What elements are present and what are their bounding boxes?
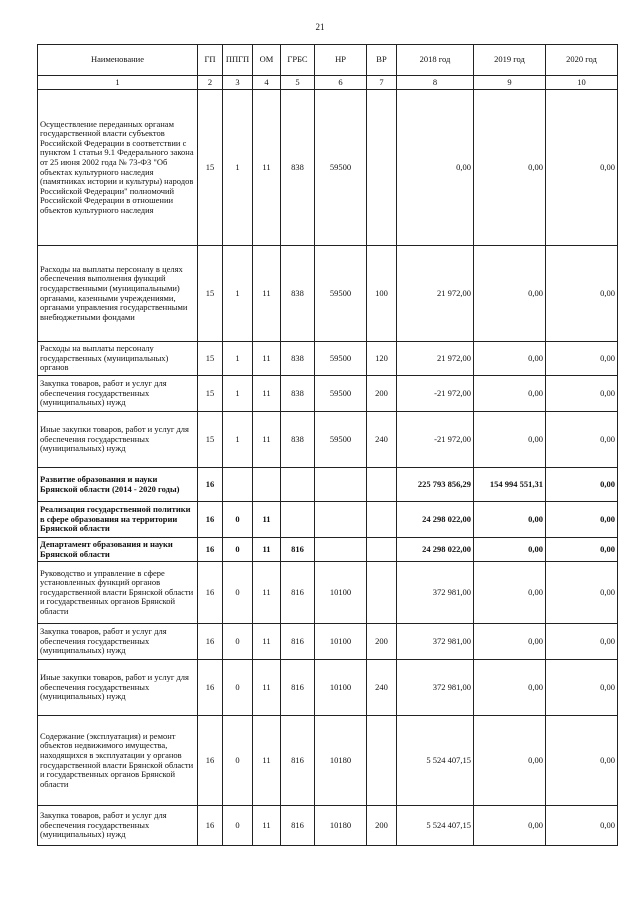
row-gp: 15 (198, 342, 223, 376)
page-number: 21 (315, 22, 325, 32)
row-2018-amount: 21 972,00 (397, 246, 474, 342)
row-2019-amount: 0,00 (474, 538, 546, 562)
table-row (38, 716, 618, 806)
row-grbs: 816 (281, 806, 315, 846)
row-2020-amount: 0,00 (546, 806, 618, 846)
row-om (253, 468, 281, 502)
row-grbs: 838 (281, 90, 315, 246)
row-2018-amount: 225 793 856,29 (397, 468, 474, 502)
row-2019-amount: 0,00 (474, 660, 546, 716)
row-2018-amount: 0,00 (397, 90, 474, 246)
table-row (38, 342, 618, 376)
row-name: Осуществление переданных органам государственной власти субъектов Российской Федерации в соответствии с пунктом 1 статьи 9.1 Федерального закона от 25 июня 2002 года № 73-ФЗ "Об объектах культурного наследия (памятниках истории и культуры) народов Российской Федерации" полномочий Российской Федерации в отношении объектов культурного наследия (38, 90, 198, 246)
row-nr: 10100 (315, 660, 367, 716)
row-nr: 59500 (315, 246, 367, 342)
table-row (38, 246, 618, 342)
row-name: Закупка товаров, работ и услуг для обеспечения государственных (муниципальных) нужд (38, 806, 198, 846)
ppgp-header: ППГП (223, 45, 253, 76)
row-gp: 15 (198, 376, 223, 412)
row-vr: 120 (367, 342, 397, 376)
row-ppgp: 1 (223, 342, 253, 376)
row-2018-amount: -21 972,00 (397, 412, 474, 468)
row-name: Расходы на выплаты персоналу в целях обеспечения выполнения функций государственными (муниципальными) органами, казенными учреждениями, органами управления государственными внебюджетными фондами (38, 246, 198, 342)
table-body (38, 90, 618, 846)
row-nr: 59500 (315, 376, 367, 412)
grbs-header: ГРБС (281, 45, 315, 76)
row-2020-amount: 0,00 (546, 660, 618, 716)
name-header: Наименование (38, 45, 198, 76)
table-row (38, 806, 618, 846)
row-grbs: 838 (281, 342, 315, 376)
row-2020-amount: 0,00 (546, 538, 618, 562)
table-row (38, 502, 618, 538)
row-2020-amount: 0,00 (546, 624, 618, 660)
row-gp: 16 (198, 468, 223, 502)
row-nr: 59500 (315, 90, 367, 246)
row-om: 11 (253, 502, 281, 538)
row-ppgp: 1 (223, 90, 253, 246)
year-2019-header: 2019 год (474, 45, 546, 76)
row-ppgp: 1 (223, 376, 253, 412)
row-2020-amount: 0,00 (546, 90, 618, 246)
row-2018-amount: 5 524 407,15 (397, 716, 474, 806)
row-2020-amount: 0,00 (546, 716, 618, 806)
row-nr: 10180 (315, 806, 367, 846)
row-nr: 10100 (315, 562, 367, 624)
column-number: 9 (474, 76, 546, 90)
row-2020-amount: 0,00 (546, 562, 618, 624)
row-grbs: 838 (281, 376, 315, 412)
column-number: 6 (315, 76, 367, 90)
year-2020-header: 2020 год (546, 45, 618, 76)
row-ppgp: 1 (223, 412, 253, 468)
row-ppgp: 0 (223, 660, 253, 716)
row-gp: 15 (198, 412, 223, 468)
table-row (38, 624, 618, 660)
row-nr (315, 538, 367, 562)
table-row (38, 538, 618, 562)
row-nr: 59500 (315, 342, 367, 376)
row-vr: 240 (367, 660, 397, 716)
column-number: 5 (281, 76, 315, 90)
column-number: 7 (367, 76, 397, 90)
row-ppgp: 0 (223, 562, 253, 624)
row-gp: 16 (198, 624, 223, 660)
row-name: Реализация государственной политики в сфере образования на территории Брянской области (38, 502, 198, 538)
column-number: 3 (223, 76, 253, 90)
table-row (38, 90, 618, 246)
row-2019-amount: 0,00 (474, 562, 546, 624)
table-row (38, 562, 618, 624)
row-2018-amount: 24 298 022,00 (397, 538, 474, 562)
row-2019-amount: 0,00 (474, 90, 546, 246)
row-ppgp: 0 (223, 806, 253, 846)
row-gp: 16 (198, 660, 223, 716)
nr-header: НР (315, 45, 367, 76)
row-gp: 15 (198, 246, 223, 342)
row-2019-amount: 0,00 (474, 246, 546, 342)
row-gp: 15 (198, 90, 223, 246)
row-2018-amount: 372 981,00 (397, 624, 474, 660)
row-2018-amount: 24 298 022,00 (397, 502, 474, 538)
column-number: 4 (253, 76, 281, 90)
row-2020-amount: 0,00 (546, 342, 618, 376)
column-number: 1 (38, 76, 198, 90)
row-ppgp: 0 (223, 624, 253, 660)
row-name: Закупка товаров, работ и услуг для обеспечения государственных (муниципальных) нужд (38, 624, 198, 660)
row-vr (367, 502, 397, 538)
year-2018-header: 2018 год (397, 45, 474, 76)
row-gp: 16 (198, 538, 223, 562)
row-vr: 200 (367, 806, 397, 846)
row-name: Руководство и управление в сфере установленных функций органов государственной власти Брянской области и государственных органов Брянской области (38, 562, 198, 624)
row-ppgp: 1 (223, 246, 253, 342)
row-nr: 59500 (315, 412, 367, 468)
row-om: 11 (253, 90, 281, 246)
row-vr: 200 (367, 376, 397, 412)
row-grbs: 838 (281, 246, 315, 342)
row-nr: 10100 (315, 624, 367, 660)
row-nr: 10180 (315, 716, 367, 806)
row-name: Содержание (эксплуатация) и ремонт объектов недвижимого имущества, находящихся в эксплуатации у органов государственной власти Брянской области и государственных органов Брянской области (38, 716, 198, 806)
row-2019-amount: 0,00 (474, 806, 546, 846)
row-vr: 100 (367, 246, 397, 342)
row-om: 11 (253, 624, 281, 660)
column-number: 8 (397, 76, 474, 90)
row-2018-amount: 372 981,00 (397, 660, 474, 716)
row-vr (367, 538, 397, 562)
row-2020-amount: 0,00 (546, 246, 618, 342)
row-name: Иные закупки товаров, работ и услуг для обеспечения государственных (муниципальных) нужд (38, 412, 198, 468)
row-gp: 16 (198, 806, 223, 846)
row-2018-amount: -21 972,00 (397, 376, 474, 412)
row-2020-amount: 0,00 (546, 502, 618, 538)
row-2018-amount: 21 972,00 (397, 342, 474, 376)
row-2019-amount: 0,00 (474, 502, 546, 538)
row-2018-amount: 372 981,00 (397, 562, 474, 624)
row-name: Расходы на выплаты персоналу государственных (муниципальных) органов (38, 342, 198, 376)
row-nr (315, 502, 367, 538)
row-om: 11 (253, 562, 281, 624)
table-row (38, 376, 618, 412)
table-row (38, 468, 618, 502)
row-om: 11 (253, 538, 281, 562)
row-vr: 240 (367, 412, 397, 468)
row-om: 11 (253, 660, 281, 716)
row-grbs: 838 (281, 412, 315, 468)
row-name: Закупка товаров, работ и услуг для обеспечения государственных (муниципальных) нужд (38, 376, 198, 412)
budget-table (37, 44, 618, 846)
table-header-row (38, 45, 618, 76)
row-vr (367, 716, 397, 806)
row-2019-amount: 154 994 551,31 (474, 468, 546, 502)
row-om: 11 (253, 376, 281, 412)
om-header: ОМ (253, 45, 281, 76)
row-vr (367, 468, 397, 502)
gp-header: ГП (198, 45, 223, 76)
row-2019-amount: 0,00 (474, 376, 546, 412)
row-2019-amount: 0,00 (474, 624, 546, 660)
row-ppgp: 0 (223, 502, 253, 538)
row-gp: 16 (198, 716, 223, 806)
row-2018-amount: 5 524 407,15 (397, 806, 474, 846)
row-name: Департамент образования и науки Брянской области (38, 538, 198, 562)
row-grbs: 816 (281, 660, 315, 716)
row-om: 11 (253, 246, 281, 342)
table-row (38, 660, 618, 716)
row-vr (367, 562, 397, 624)
row-grbs: 816 (281, 538, 315, 562)
row-2020-amount: 0,00 (546, 468, 618, 502)
table-row (38, 412, 618, 468)
row-grbs (281, 468, 315, 502)
column-number: 10 (546, 76, 618, 90)
row-ppgp: 0 (223, 716, 253, 806)
row-vr (367, 90, 397, 246)
row-om: 11 (253, 806, 281, 846)
row-grbs: 816 (281, 562, 315, 624)
row-gp: 16 (198, 562, 223, 624)
row-2020-amount: 0,00 (546, 412, 618, 468)
column-number: 2 (198, 76, 223, 90)
row-gp: 16 (198, 502, 223, 538)
row-grbs: 816 (281, 716, 315, 806)
row-2019-amount: 0,00 (474, 412, 546, 468)
row-ppgp (223, 468, 253, 502)
row-2020-amount: 0,00 (546, 376, 618, 412)
row-nr (315, 468, 367, 502)
row-2019-amount: 0,00 (474, 342, 546, 376)
row-name: Иные закупки товаров, работ и услуг для обеспечения государственных (муниципальных) нужд (38, 660, 198, 716)
row-vr: 200 (367, 624, 397, 660)
row-om: 11 (253, 716, 281, 806)
column-number-row (38, 76, 618, 90)
row-ppgp: 0 (223, 538, 253, 562)
row-grbs: 816 (281, 624, 315, 660)
vr-header: ВР (367, 45, 397, 76)
row-name: Развитие образования и науки Брянской области (2014 - 2020 годы) (38, 468, 198, 502)
row-om: 11 (253, 412, 281, 468)
row-2019-amount: 0,00 (474, 716, 546, 806)
row-grbs (281, 502, 315, 538)
row-om: 11 (253, 342, 281, 376)
